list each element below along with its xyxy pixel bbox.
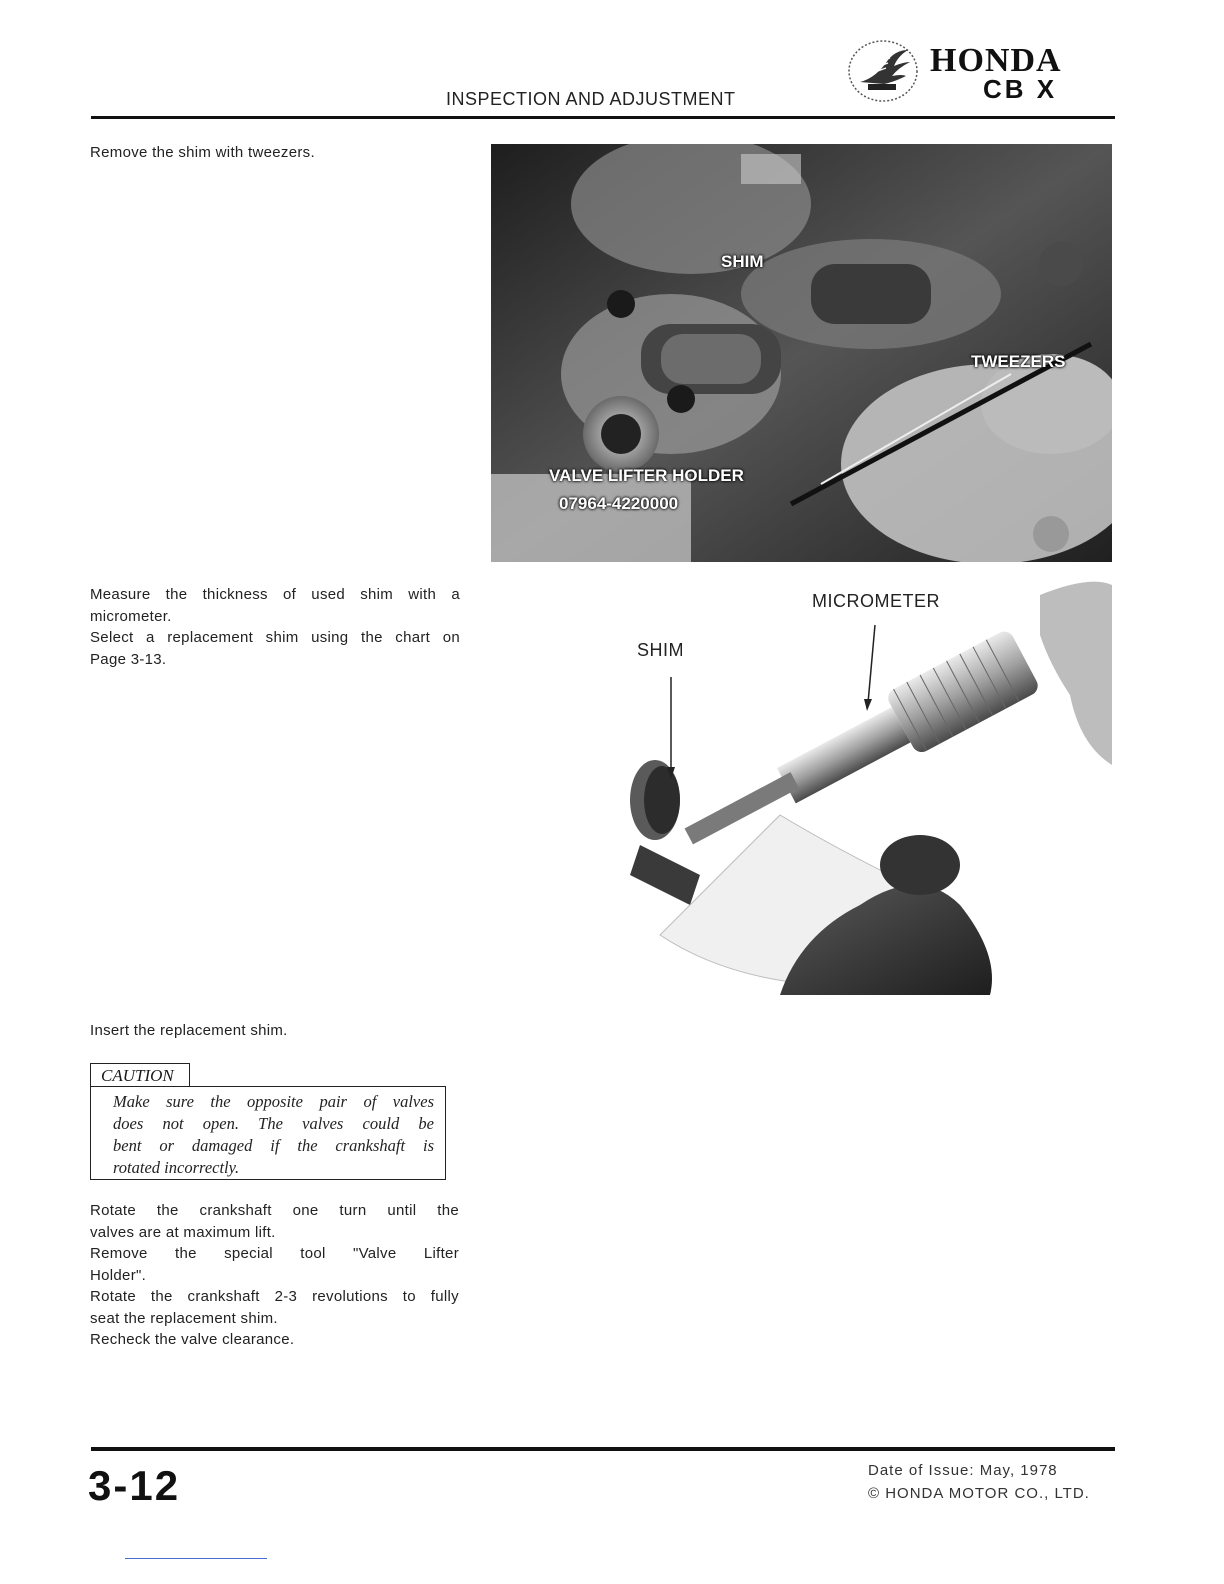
pointer-arrows [600,575,1112,995]
text-line: Page 3-13. [90,650,167,668]
caution-line: does not open. The valves could be [113,1114,434,1133]
label-shim-2: SHIM [637,640,684,660]
text-line: Recheck the valve clearance. [90,1331,295,1348]
honda-wing-icon [846,38,920,104]
text-line: micrometer. [90,607,172,625]
label-micrometer: MICROMETER [812,591,940,611]
text-line: valves are at maximum lift. [90,1223,276,1241]
caution-line: bent or damaged if the crankshaft is [113,1136,434,1155]
caution-line: rotated incorrectly. [113,1158,240,1177]
text-line: Holder". [90,1266,147,1284]
label-part-number: 07964-4220000 [559,494,679,513]
caution-box [90,1086,446,1180]
instruction-measure-shim [90,584,460,670]
instruction-remove-shim: Remove the shim with tweezers. [90,144,315,161]
honda-brand: HONDA [930,42,1062,79]
instruction-insert-shim: Insert the replacement shim. [90,1022,288,1039]
date-of-issue: Date of Issue: May, 1978 [868,1462,1058,1479]
label-shim: SHIM [721,252,764,271]
copyright: © HONDA MOTOR CO., LTD. [868,1485,1090,1502]
photo-micrometer [600,575,1112,995]
photo-shim-removal [491,144,1112,562]
caution-title: CAUTION [90,1063,190,1086]
text-line: Select a replacement shim using the chart on [90,629,460,646]
text-line: Remove the special tool "Valve Lifter [90,1245,459,1262]
instruction-rotate-crankshaft [90,1200,459,1351]
text-line: seat the replacement shim. [90,1309,278,1327]
footer-rule [91,1447,1115,1451]
header-rule [91,116,1115,119]
label-tweezers: TWEEZERS [971,352,1066,371]
bottom-underline [125,1558,267,1559]
page-number: 3-12 [88,1462,181,1509]
label-valve-lifter-holder: VALVE LIFTER HOLDER [549,466,744,485]
caution-line: Make sure the opposite pair of valves [113,1092,434,1111]
section-title: INSPECTION AND ADJUSTMENT [446,89,736,109]
text-line: Rotate the crankshaft one turn until the [90,1202,459,1219]
text-line: Rotate the crankshaft 2-3 revolutions to fully [90,1288,459,1305]
model-name: CB X [983,74,1058,104]
text-line: Measure the thickness of used shim with a [90,586,460,603]
